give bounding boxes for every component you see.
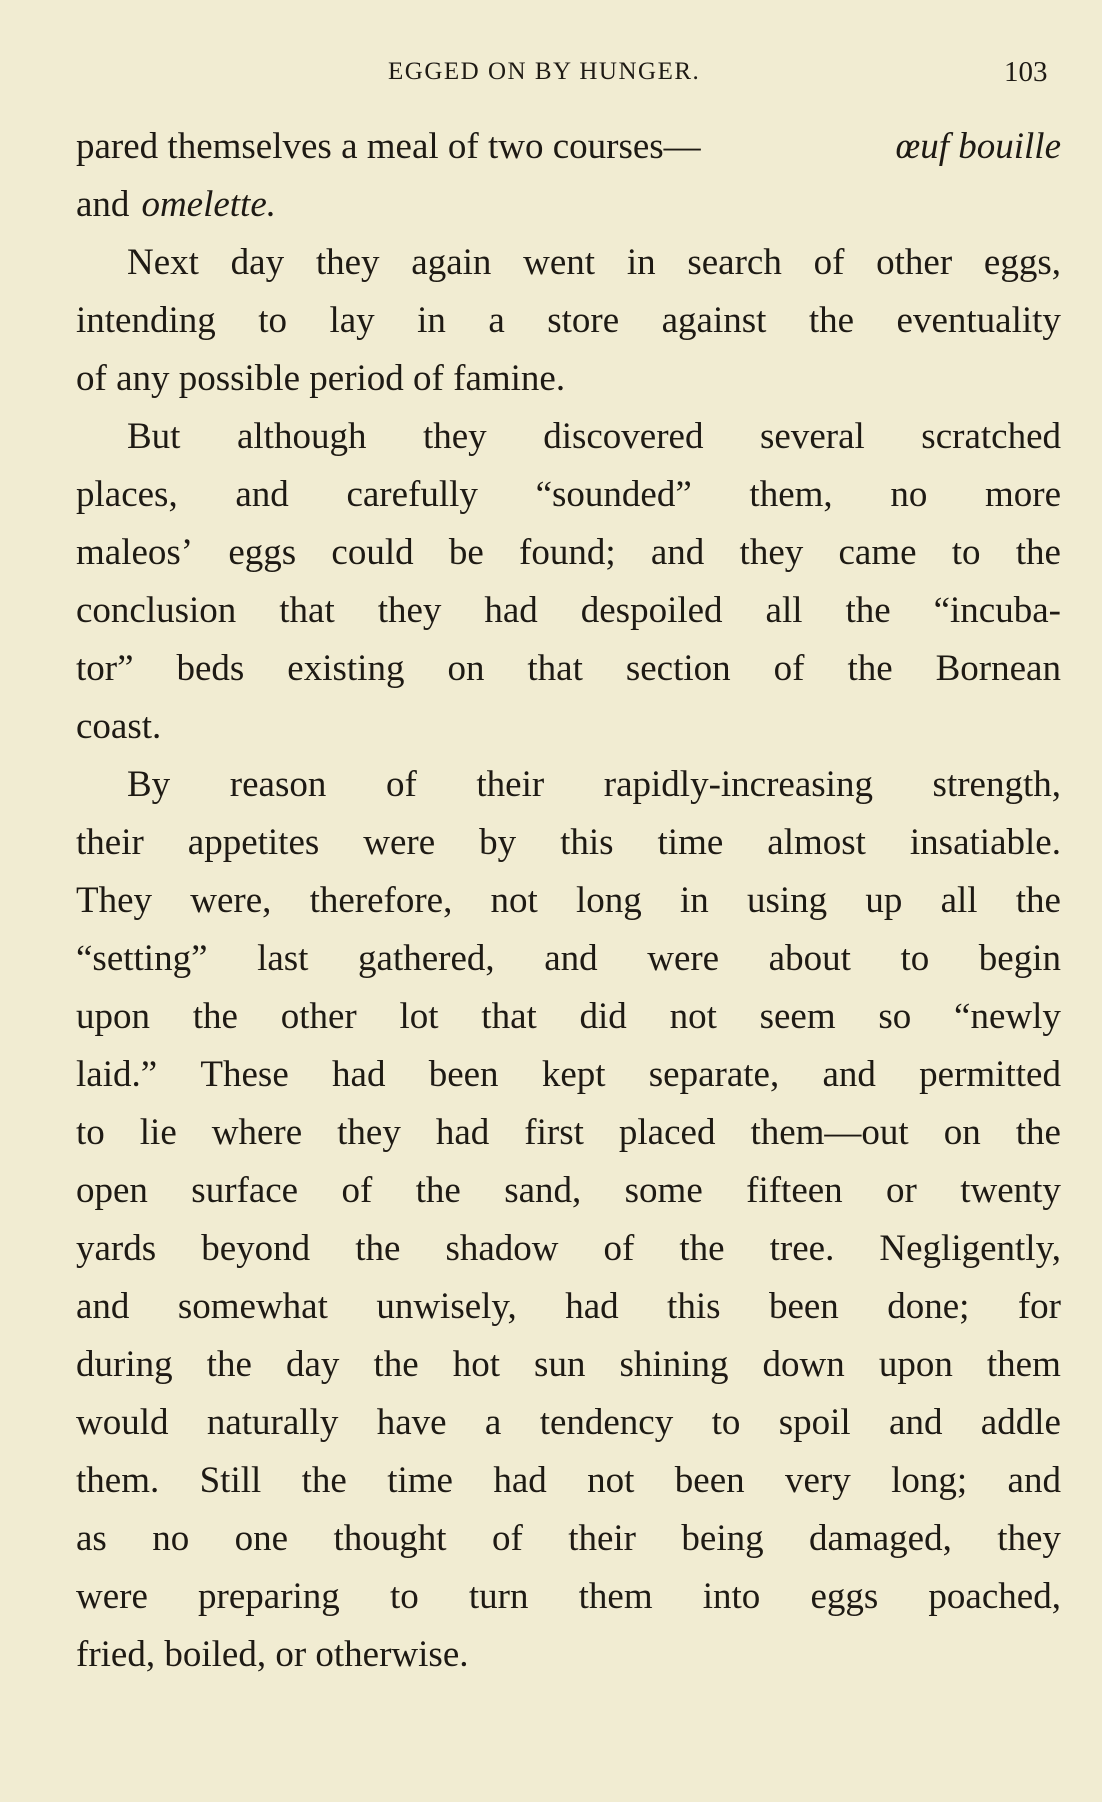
line-19 — [76, 1162, 1061, 1220]
line-12 — [127, 756, 1061, 814]
text-line-3 — [76, 234, 1061, 292]
line-24-word-3: the — [301, 1460, 347, 1501]
line-9 — [76, 582, 1061, 640]
line-25-word-2: no — [152, 1518, 190, 1559]
line-21-word-3: unwisely, — [376, 1286, 517, 1327]
line-10-word-2: beds — [176, 648, 245, 689]
line-8-word-1: maleos’ — [76, 532, 194, 573]
line-18-word-1: to — [76, 1112, 105, 1153]
line-21 — [76, 1278, 1061, 1336]
line-18-word-4: they — [337, 1112, 401, 1153]
text-line-8 — [76, 524, 1061, 582]
line-7-word-4: “sounded” — [535, 474, 692, 515]
line-23-word-3: have — [376, 1402, 447, 1443]
line-25-word-5: of — [491, 1518, 523, 1559]
line-24-word-9: long; — [891, 1460, 968, 1501]
line-8-word-8: came — [838, 532, 917, 573]
line-16-word-1: upon — [76, 996, 150, 1037]
line-7-word-1: places, — [76, 474, 178, 515]
line-14 — [76, 872, 1061, 930]
line-8-word-5: found; — [519, 532, 616, 573]
line-10 — [76, 640, 1061, 698]
line-2-part-b: omelette. — [141, 184, 277, 225]
line-17-word-1: laid.” — [76, 1054, 158, 1095]
line-15-word-4: and — [544, 938, 598, 979]
line-4-word-8: the — [808, 300, 855, 341]
running-head — [0, 58, 1102, 98]
line-9-word-7: the — [845, 590, 891, 631]
line-25-word-8: damaged, — [809, 1518, 952, 1559]
line-23-word-7: spoil — [778, 1402, 851, 1443]
line-15-word-6: about — [768, 938, 851, 979]
line-22-word-8: down — [762, 1344, 845, 1385]
text-line-1 — [76, 118, 1061, 176]
line-14-word-4: not — [490, 880, 538, 921]
line-14-word-5: long — [576, 880, 642, 921]
line-22-word-2: the — [206, 1344, 252, 1385]
text-line-14 — [76, 872, 1061, 930]
line-16-word-5: that — [481, 996, 537, 1037]
line-25-word-1: as — [76, 1518, 107, 1559]
line-24-word-1: them. — [76, 1460, 160, 1501]
line-22 — [76, 1336, 1061, 1394]
text-line-17 — [76, 1046, 1061, 1104]
line-20-word-8: Negligently, — [879, 1228, 1061, 1269]
line-8-word-3: could — [331, 532, 414, 573]
text-line-6 — [76, 408, 1061, 466]
line-13-word-6: time — [657, 822, 724, 863]
text-line-15 — [76, 930, 1061, 988]
line-10-word-9: Bornean — [935, 648, 1061, 689]
line-9-word-6: all — [765, 590, 803, 631]
text-line-13 — [76, 814, 1061, 872]
line-14-word-6: in — [680, 880, 709, 921]
line-18-word-2: lie — [139, 1112, 177, 1153]
line-6-word-4: discovered — [543, 416, 704, 457]
line-2-part-a: and — [76, 184, 130, 225]
line-16-word-10: “newly — [954, 996, 1061, 1037]
line-4-word-6: store — [547, 300, 620, 341]
line-17-word-2: These — [200, 1054, 289, 1095]
line-20-word-2: beyond — [201, 1228, 311, 1269]
line-4-word-2: to — [258, 300, 287, 341]
line-3-word-5: went — [523, 242, 596, 283]
text-line-7 — [76, 466, 1061, 524]
line-27: fried, boiled, or otherwise. — [76, 1634, 469, 1675]
line-14-word-10: the — [1015, 880, 1061, 921]
line-19-word-3: of — [341, 1170, 373, 1211]
line-26-word-3: to — [389, 1576, 419, 1617]
line-24-word-6: not — [587, 1460, 635, 1501]
line-17 — [76, 1046, 1061, 1104]
line-19-word-8: or — [886, 1170, 917, 1211]
line-19-word-7: fifteen — [746, 1170, 843, 1211]
text-line-16 — [76, 988, 1061, 1046]
line-9-word-3: they — [377, 590, 442, 631]
line-10-word-7: of — [773, 648, 805, 689]
line-7-word-7: more — [984, 474, 1061, 515]
line-14-word-2: were, — [190, 880, 272, 921]
text-line-21 — [76, 1278, 1061, 1336]
line-15-word-7: to — [900, 938, 930, 979]
line-24-word-4: time — [387, 1460, 453, 1501]
line-19-word-6: some — [624, 1170, 703, 1211]
text-line-12 — [76, 756, 1061, 814]
line-19-word-5: sand, — [504, 1170, 582, 1211]
line-23-word-9: addle — [980, 1402, 1061, 1443]
line-22-word-4: the — [373, 1344, 419, 1385]
line-26-word-4: turn — [468, 1576, 529, 1617]
line-11: coast. — [76, 706, 162, 747]
line-3-word-10: eggs, — [983, 242, 1061, 283]
line-8-word-10: the — [1015, 532, 1061, 573]
line-4-word-1: intending — [76, 300, 216, 341]
line-14-word-7: using — [747, 880, 828, 921]
line-24 — [76, 1452, 1061, 1510]
page-number: 103 — [1004, 56, 1048, 88]
line-10-word-4: on — [447, 648, 485, 689]
line-20-word-1: yards — [76, 1228, 157, 1269]
line-15 — [76, 930, 1061, 988]
line-16-word-4: lot — [399, 996, 439, 1037]
line-9-word-5: despoiled — [580, 590, 723, 631]
line-16 — [76, 988, 1061, 1046]
line-23-word-1: would — [76, 1402, 169, 1443]
line-25-word-3: one — [234, 1518, 289, 1559]
line-3-word-4: again — [411, 242, 492, 283]
line-26-word-6: into — [702, 1576, 761, 1617]
line-18-word-6: first — [524, 1112, 584, 1153]
line-14-word-3: therefore, — [309, 880, 453, 921]
line-7-word-6: no — [890, 474, 928, 515]
line-13 — [76, 814, 1061, 872]
line-22-word-9: upon — [878, 1344, 953, 1385]
text-line-25 — [76, 1510, 1061, 1568]
line-18 — [76, 1104, 1061, 1162]
text-line-2 — [76, 176, 1061, 234]
line-17-word-7: and — [822, 1054, 876, 1095]
line-20-word-7: tree. — [769, 1228, 835, 1269]
line-19-word-2: surface — [191, 1170, 299, 1211]
line-12-word-1: By — [127, 764, 171, 805]
line-15-word-8: begin — [978, 938, 1061, 979]
line-19-word-1: open — [76, 1170, 148, 1211]
line-7-word-5: them, — [749, 474, 833, 515]
line-8-word-2: eggs — [228, 532, 297, 573]
line-18-word-10: the — [1015, 1112, 1061, 1153]
line-15-word-2: last — [257, 938, 309, 979]
line-21-word-5: this — [667, 1286, 721, 1327]
line-15-word-5: were — [647, 938, 720, 979]
text-line-11 — [76, 698, 1061, 756]
running-title: EGGED ON BY HUNGER. — [388, 58, 701, 85]
line-4-word-7: against — [661, 300, 767, 341]
line-5: of any possible period of famine. — [76, 358, 566, 399]
text-line-26 — [76, 1568, 1061, 1626]
line-25-word-9: they — [997, 1518, 1061, 1559]
line-16-word-8: seem — [759, 996, 836, 1037]
line-24-word-7: been — [674, 1460, 745, 1501]
line-22-word-6: sun — [534, 1344, 586, 1385]
line-13-word-5: this — [560, 822, 614, 863]
line-10-word-5: that — [527, 648, 583, 689]
line-1-part-a: pared themselves a meal of two courses— — [76, 126, 701, 167]
line-3-word-3: they — [315, 242, 380, 283]
line-18-word-5: had — [435, 1112, 490, 1153]
line-15-word-3: gathered, — [358, 938, 495, 979]
line-10-word-1: tor” — [76, 648, 134, 689]
line-18-word-9: on — [943, 1112, 981, 1153]
line-25 — [76, 1510, 1061, 1568]
line-12-word-3: of — [385, 764, 417, 805]
line-17-word-6: separate, — [648, 1054, 780, 1095]
line-25-word-4: thought — [333, 1518, 447, 1559]
text-line-4 — [76, 292, 1061, 350]
line-20-word-6: the — [679, 1228, 725, 1269]
line-6-word-3: they — [422, 416, 487, 457]
line-4-word-3: lay — [329, 300, 375, 341]
line-21-word-2: somewhat — [177, 1286, 328, 1327]
text-line-5 — [76, 350, 1061, 408]
line-4-word-9: eventuality — [896, 300, 1061, 341]
line-26 — [76, 1568, 1061, 1626]
line-23-word-2: naturally — [206, 1402, 339, 1443]
line-18-word-8: them—out — [750, 1112, 909, 1153]
line-12-word-5: rapidly-increasing — [603, 764, 873, 805]
line-10-word-8: the — [847, 648, 893, 689]
line-22-word-10: them — [986, 1344, 1061, 1385]
line-13-word-8: insatiable. — [909, 822, 1061, 863]
line-22-word-5: hot — [452, 1344, 500, 1385]
line-16-word-6: did — [579, 996, 627, 1037]
text-line-23 — [76, 1394, 1061, 1452]
line-13-word-7: almost — [767, 822, 866, 863]
line-16-word-7: not — [669, 996, 717, 1037]
line-26-word-7: eggs — [810, 1576, 879, 1617]
line-26-word-1: were — [76, 1576, 148, 1617]
line-26-word-5: them — [578, 1576, 653, 1617]
text-line-24 — [76, 1452, 1061, 1510]
line-25-word-7: being — [681, 1518, 764, 1559]
line-26-word-2: preparing — [198, 1576, 340, 1617]
line-23-word-5: tendency — [539, 1402, 674, 1443]
line-25-word-6: their — [568, 1518, 636, 1559]
line-10-word-6: section — [625, 648, 731, 689]
text-line-20 — [76, 1220, 1061, 1278]
line-13-word-3: were — [363, 822, 436, 863]
line-4-word-4: in — [417, 300, 446, 341]
line-3-word-9: other — [876, 242, 953, 283]
line-16-word-9: so — [878, 996, 912, 1037]
line-20-word-3: the — [355, 1228, 401, 1269]
text-line-18 — [76, 1104, 1061, 1162]
line-21-word-7: done; — [887, 1286, 970, 1327]
line-6 — [127, 408, 1061, 466]
line-14-word-9: all — [940, 880, 978, 921]
line-4-word-5: a — [488, 300, 505, 341]
line-20 — [76, 1220, 1061, 1278]
line-24-word-2: Still — [199, 1460, 262, 1501]
line-23-word-6: to — [711, 1402, 741, 1443]
line-18-word-3: where — [211, 1112, 303, 1153]
line-6-word-1: But — [127, 416, 181, 457]
line-21-word-4: had — [565, 1286, 619, 1327]
line-9-word-4: had — [484, 590, 538, 631]
line-23-word-4: a — [484, 1402, 502, 1443]
line-12-word-2: reason — [229, 764, 327, 805]
line-20-word-4: shadow — [445, 1228, 559, 1269]
line-3-word-6: in — [626, 242, 656, 283]
line-14-word-1: They — [76, 880, 153, 921]
line-17-word-3: had — [332, 1054, 386, 1095]
line-13-word-1: their — [76, 822, 144, 863]
line-21-word-6: been — [768, 1286, 839, 1327]
line-9-word-8: “incuba- — [933, 590, 1061, 631]
line-3-word-7: search — [687, 242, 782, 283]
line-21-word-1: and — [76, 1286, 130, 1327]
line-3-word-2: day — [230, 242, 285, 283]
line-10-word-3: existing — [287, 648, 405, 689]
line-13-word-2: appetites — [187, 822, 320, 863]
line-6-word-5: several — [760, 416, 865, 457]
line-8-word-4: be — [448, 532, 484, 573]
line-22-word-3: day — [285, 1344, 340, 1385]
line-8-word-9: to — [951, 532, 981, 573]
line-6-word-6: scratched — [921, 416, 1061, 457]
body-text — [76, 118, 1061, 1684]
line-17-word-5: kept — [541, 1054, 606, 1095]
line-21-word-8: for — [1017, 1286, 1061, 1327]
text-line-19 — [76, 1162, 1061, 1220]
line-14-word-8: up — [865, 880, 903, 921]
line-26-word-8: poached, — [928, 1576, 1061, 1617]
line-23 — [76, 1394, 1061, 1452]
line-12-word-4: their — [476, 764, 545, 805]
line-17-word-8: permitted — [919, 1054, 1061, 1095]
line-8-word-6: and — [650, 532, 705, 573]
line-19-word-9: twenty — [960, 1170, 1061, 1211]
line-7 — [76, 466, 1061, 524]
line-15-word-1: “setting” — [76, 938, 208, 979]
line-9-word-1: conclusion — [76, 590, 237, 631]
line-7-word-3: carefully — [346, 474, 478, 515]
line-20-word-5: of — [603, 1228, 635, 1269]
line-19-word-4: the — [415, 1170, 461, 1211]
line-22-word-7: shining — [619, 1344, 729, 1385]
line-23-word-8: and — [889, 1402, 943, 1443]
line-16-word-3: other — [280, 996, 357, 1037]
line-22-word-1: during — [76, 1344, 173, 1385]
text-line-27 — [76, 1626, 1061, 1684]
line-18-word-7: placed — [618, 1112, 716, 1153]
line-3-word-8: of — [813, 242, 845, 283]
line-8 — [76, 524, 1061, 582]
line-24-word-10: and — [1007, 1460, 1061, 1501]
line-12-word-6: strength, — [932, 764, 1061, 805]
line-17-word-4: been — [428, 1054, 499, 1095]
line-4 — [76, 292, 1061, 350]
line-3-word-1: Next — [127, 242, 199, 283]
line-8-word-7: they — [739, 532, 804, 573]
text-line-22 — [76, 1336, 1061, 1394]
text-line-10 — [76, 640, 1061, 698]
line-24-word-5: had — [493, 1460, 547, 1501]
line-7-word-2: and — [235, 474, 289, 515]
line-9-word-2: that — [279, 590, 335, 631]
line-13-word-4: by — [479, 822, 517, 863]
text-line-9 — [76, 582, 1061, 640]
line-16-word-2: the — [192, 996, 238, 1037]
line-3 — [127, 234, 1061, 292]
line-6-word-2: although — [236, 416, 367, 457]
line-1-part-b: œuf bouille — [895, 126, 1061, 167]
line-24-word-8: very — [785, 1460, 851, 1501]
